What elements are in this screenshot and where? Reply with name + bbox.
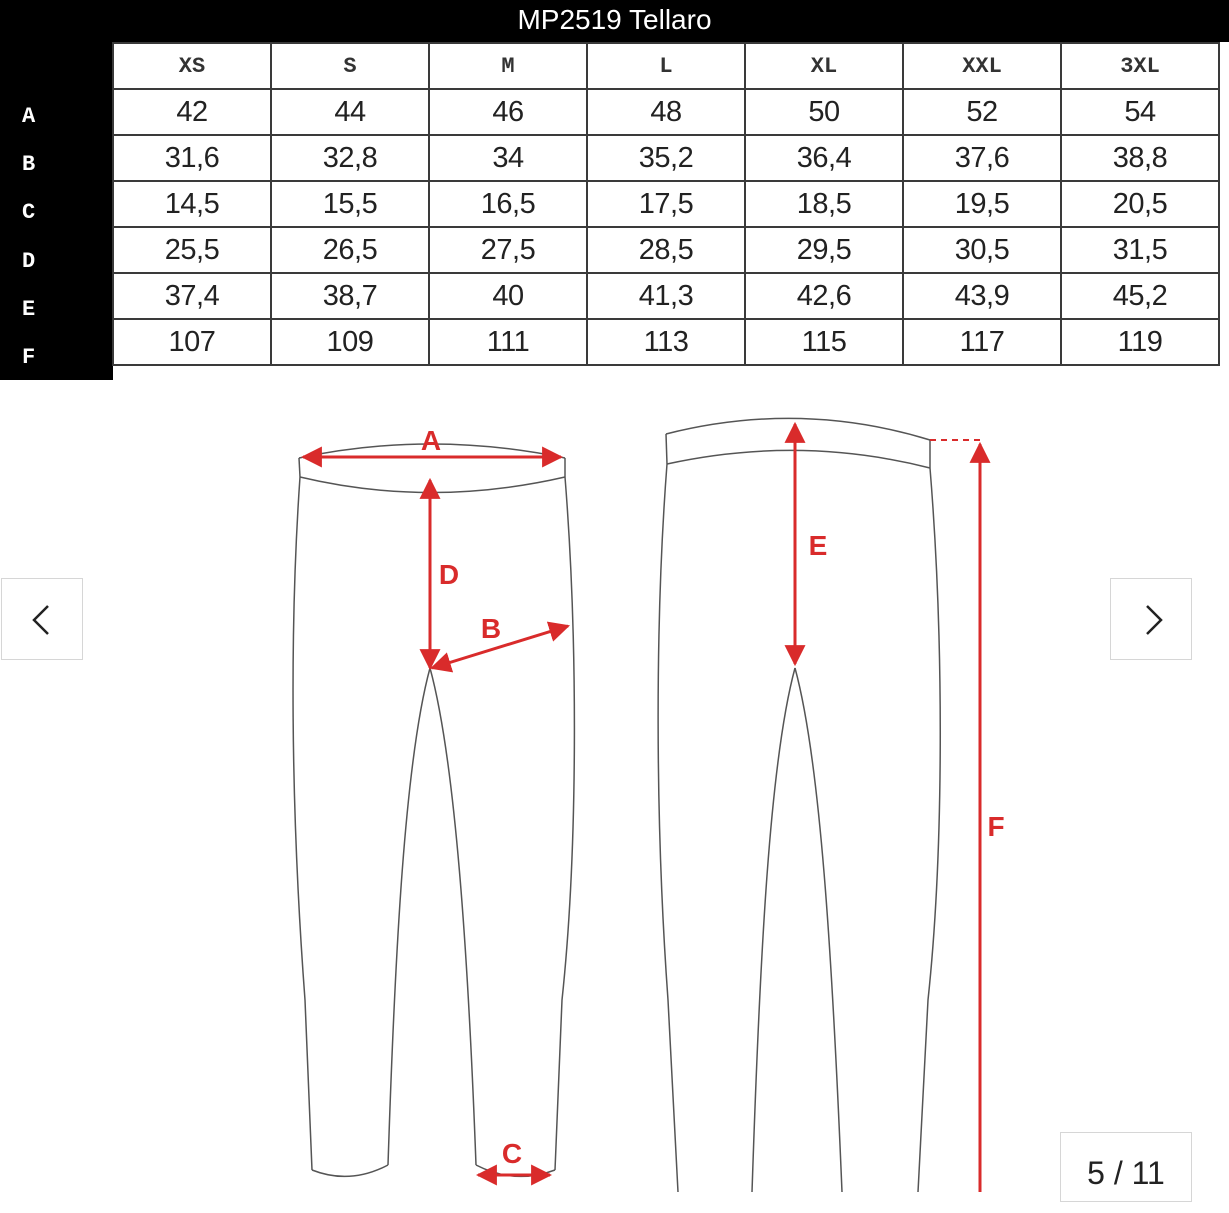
chart-title: MP2519 Tellaro	[0, 0, 1229, 42]
chevron-right-icon	[1135, 603, 1169, 637]
measurement-arrows	[303, 424, 982, 1192]
table-cell: 26,5	[271, 227, 429, 273]
table-cell: 43,9	[903, 273, 1061, 319]
size-header: 3XL	[1061, 43, 1219, 89]
table-cell: 41,3	[587, 273, 745, 319]
table-cell: 113	[587, 319, 745, 365]
table-cell: 30,5	[903, 227, 1061, 273]
size-header: S	[271, 43, 429, 89]
front-left-outseam	[293, 477, 312, 1170]
table-cell: 46	[429, 89, 587, 135]
back-left-inseam	[752, 668, 795, 1192]
back-right-inseam	[795, 668, 842, 1192]
table-cell: 48	[587, 89, 745, 135]
previous-image-button[interactable]	[1, 578, 83, 660]
size-header: XL	[745, 43, 903, 89]
size-header: XXL	[903, 43, 1061, 89]
back-trousers-outline	[658, 418, 940, 1192]
table-cell: 42	[113, 89, 271, 135]
table-cell: 37,6	[903, 135, 1061, 181]
row-label-b: B	[22, 152, 36, 177]
row-label-d: D	[22, 249, 36, 274]
table-cell: 45,2	[1061, 273, 1219, 319]
size-header: M	[429, 43, 587, 89]
back-waist-top	[666, 418, 930, 440]
table-cell: 107	[113, 319, 271, 365]
size-table	[112, 42, 1220, 366]
table-cell: 17,5	[587, 181, 745, 227]
table-cell: 109	[271, 319, 429, 365]
table-cell: 15,5	[271, 181, 429, 227]
table-cell: 38,8	[1061, 135, 1219, 181]
table-cell: 40	[429, 273, 587, 319]
table-cell: 35,2	[587, 135, 745, 181]
row-label-f: F	[22, 345, 36, 370]
back-waist-left	[666, 434, 667, 464]
table-cell: 27,5	[429, 227, 587, 273]
label-c: C	[501, 1138, 523, 1169]
row-label-c: C	[22, 200, 36, 225]
table-row	[113, 319, 1219, 365]
front-trousers-outline	[293, 444, 574, 1176]
table-cell: 36,4	[745, 135, 903, 181]
table-cell: 18,5	[745, 181, 903, 227]
size-header: L	[587, 43, 745, 89]
row-label-a: A	[22, 104, 36, 129]
table-cell: 117	[903, 319, 1061, 365]
table-cell: 115	[745, 319, 903, 365]
table-cell: 119	[1061, 319, 1219, 365]
back-waistband-bottom	[667, 450, 930, 468]
table-cell: 25,5	[113, 227, 271, 273]
size-header: XS	[113, 43, 271, 89]
back-left-outseam	[658, 464, 678, 1192]
table-cell: 14,5	[113, 181, 271, 227]
table-cell: 28,5	[587, 227, 745, 273]
front-right-outseam	[555, 477, 574, 1170]
table-row	[113, 227, 1219, 273]
table-cell: 42,6	[745, 273, 903, 319]
table-cell: 19,5	[903, 181, 1061, 227]
next-image-button[interactable]	[1110, 578, 1192, 660]
front-left-hem	[312, 1165, 388, 1176]
chevron-left-icon	[26, 603, 60, 637]
table-row	[113, 89, 1219, 135]
label-f: F	[987, 811, 1005, 842]
table-row	[113, 135, 1219, 181]
table-cell: 32,8	[271, 135, 429, 181]
table-row	[113, 181, 1219, 227]
table-cell: 111	[429, 319, 587, 365]
table-cell: 31,5	[1061, 227, 1219, 273]
table-cell: 31,6	[113, 135, 271, 181]
table-cell: 34	[429, 135, 587, 181]
table-cell: 29,5	[745, 227, 903, 273]
label-b: B	[480, 613, 502, 644]
table-cell: 52	[903, 89, 1061, 135]
front-waist-left	[299, 458, 300, 477]
trousers-measurement-diagram	[0, 380, 1229, 1194]
table-cell: 44	[271, 89, 429, 135]
size-header-row	[113, 43, 1219, 89]
table-row	[113, 273, 1219, 319]
front-waistband-bottom	[300, 477, 565, 493]
table-cell: 16,5	[429, 181, 587, 227]
label-e: E	[808, 530, 828, 561]
front-right-inseam	[430, 668, 476, 1165]
row-label-column	[0, 42, 113, 380]
table-cell: 38,7	[271, 273, 429, 319]
row-label-e: E	[22, 297, 36, 322]
measurement-labels	[421, 425, 1005, 1169]
image-counter: 5 / 11	[1060, 1132, 1192, 1202]
table-cell: 37,4	[113, 273, 271, 319]
label-d: D	[438, 559, 460, 590]
table-cell: 20,5	[1061, 181, 1219, 227]
table-cell: 50	[745, 89, 903, 135]
table-cell: 54	[1061, 89, 1219, 135]
label-a: A	[420, 425, 442, 456]
front-left-inseam	[388, 668, 430, 1165]
back-right-outseam	[918, 468, 940, 1192]
